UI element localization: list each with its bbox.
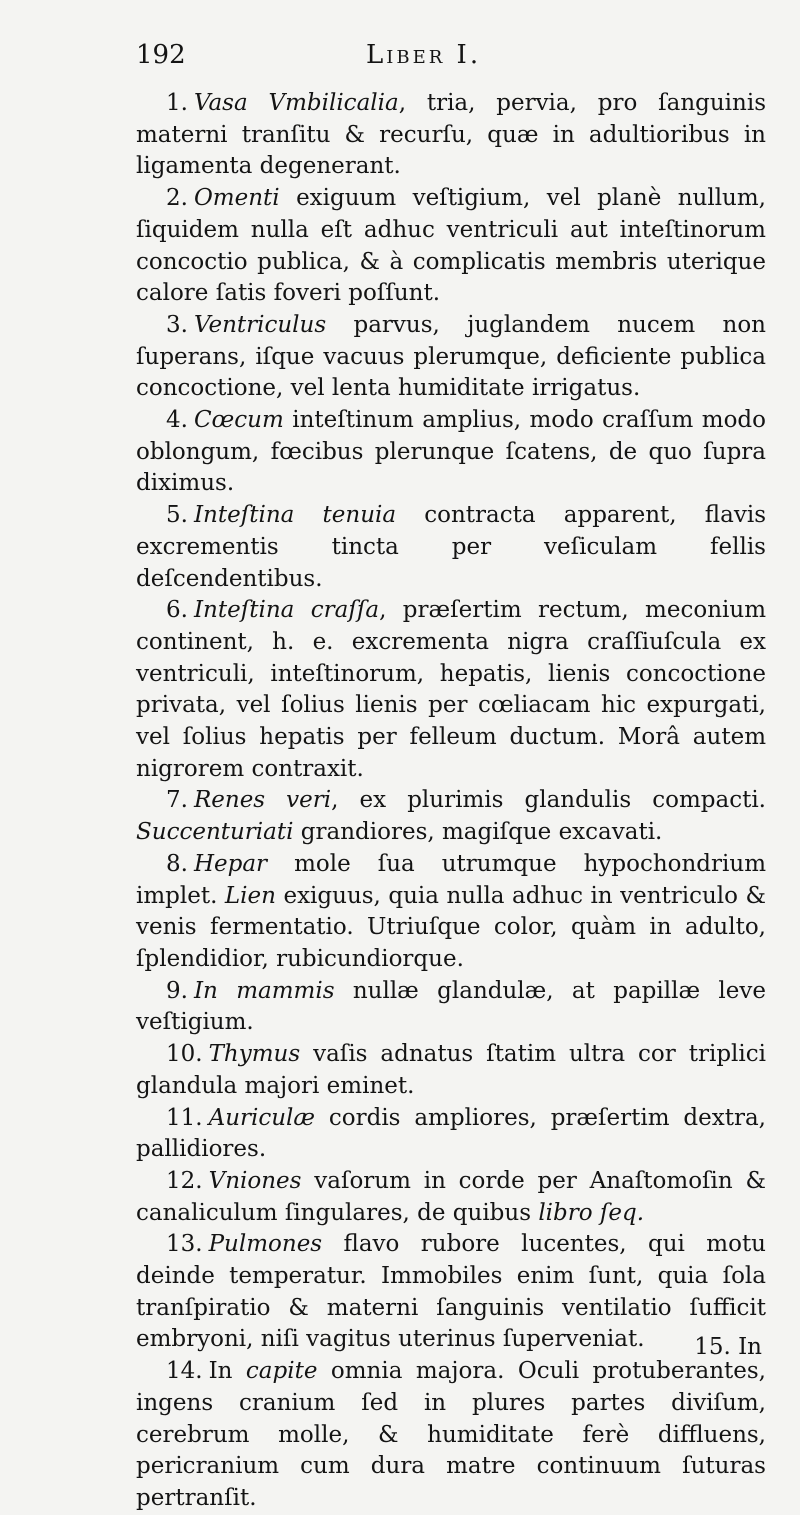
item-text: inteſtinum amplius, modo craſſum modo oblongum, fœcibus plerunque ſcatens, de quo ſupra diximus. [136,407,766,497]
anatomical-term: Renes veri [193,787,332,814]
item-text: contracta apparent, flavis excrementis tincta per veſiculam fellis deſcendentibus. [136,502,767,592]
item-number: 9. [166,977,188,1004]
anatomical-term: capite [245,1358,318,1385]
cross-reference: libro ſeq. [538,1199,645,1226]
item-number: 13. [166,1231,203,1258]
running-head: Liber I. [366,40,482,70]
list-item [136,1229,770,1356]
item-number: 7. [166,787,188,814]
item-text: nullæ glandulæ, at papillæ leve veſtigium. [136,977,766,1036]
item-text: exiguus, quia nulla adhuc in ventriculo & venis fermentatio. Utriuſque color, quàm in adulto, ſplendidior, rubicundiorque. [136,882,766,972]
item-number: 10. [166,1041,203,1068]
catchword: 15. In [694,1334,762,1360]
item-text: vaſis adnatus ſtatim ultra cor triplici glandula majori eminet. [136,1041,766,1099]
anatomical-term: Ventriculus [193,311,327,338]
page-header [136,40,770,84]
item-text: flavo rubore lucentes, qui motu deinde temperatur. Immobiles enim ſunt, quia ſola tranſpiratio & materni ſanguinis ventilatio ſufficit embryoni, niſi vagitus uterinus ſuperveniat. [136,1231,766,1353]
anatomical-term: Lien [224,882,276,909]
anatomical-term: Pulmones [208,1231,323,1258]
list-item [136,310,770,405]
list-item [136,500,770,595]
list-item [136,183,770,310]
item-number: 14. [166,1358,203,1385]
item-text: , tria, pervia, pro ſanguinis materni tranſitu & recurſu, quæ in adultioribus in ligamenta degenerant. [136,90,766,180]
anatomical-term: Succenturiati [136,819,294,846]
anatomical-term: Omenti [193,185,280,212]
list-item [136,1039,770,1102]
list-item [136,1103,770,1166]
item-number: 2. [166,185,188,212]
item-text: parvus, juglandem nucem non ſuperans, iſque vacuus plerumque, deficiente publica concoctione, vel lenta humiditate irrigatus. [136,311,766,402]
item-text: In [208,1358,246,1385]
item-number: 6. [166,597,188,624]
item-number: 3. [166,311,188,338]
list-item [136,976,770,1039]
item-text: , præſertim rectum, meconium continent, h. e. excrementa nigra craſſiuſcula ex ventriculi, inteſtinorum, hepatis, lienis concoctione privata, vel ſolius lienis per cœliacam hic expurgati, vel ſolius hepatis per felleum ductum. Morâ autem nigrorem contraxit. [136,597,766,782]
anatomical-term: Thymus [208,1041,301,1068]
item-text: mole ſua utrumque hypochondrium implet. [136,850,766,909]
item-number: 5. [166,502,188,529]
entry-list [136,88,770,1515]
anatomical-term: Hepar [193,850,268,877]
list-item [136,88,770,183]
anatomical-term: Vniones [208,1167,302,1194]
item-text: , ex plurimis glandulis compacti. [331,787,766,814]
item-number: 4. [166,407,188,434]
list-item [136,785,770,848]
list-item [136,1166,770,1229]
item-text: cordis ampliores, præſertim dextra, pallidiores. [136,1104,766,1163]
anatomical-term: In mammis [193,977,335,1004]
list-item [136,849,770,976]
anatomical-term: Auriculæ [208,1104,316,1131]
item-text: grandiores, magiſque excavati. [293,819,663,846]
item-text: vaſorum in corde per Anaſtomoſin & canaliculum ſingulares, de quibus [136,1167,766,1226]
anatomical-term: Inteſtina tenuia [193,502,397,529]
item-number: 8. [166,850,188,877]
list-item [136,595,770,785]
anatomical-term: Vasa Vmbilicalia [193,90,399,116]
item-number: 11. [166,1104,203,1131]
list-item [136,405,770,500]
anatomical-term: Inteſtina craſſa [193,597,380,624]
item-number: 12. [166,1167,203,1194]
page-number: 192 [136,40,186,70]
anatomical-term: Cœcum [193,407,284,434]
list-item [136,1356,770,1515]
item-text: omnia majora. Oculi protuberantes, ingens cranium ſed in plures partes diviſum, cerebrum molle, & humiditate ferè diffluens, pericranium cum dura matre continuum ſuturas pertranſit. [136,1358,766,1511]
item-number: 1. [166,90,188,116]
item-text: exiguum veſtigium, vel planè nullum, ſiquidem nulla eſt adhuc ventriculi aut inteſtinorum concoctio publica, & à complicatis membris uterique calore ſatis foveri poſſunt. [136,185,766,307]
